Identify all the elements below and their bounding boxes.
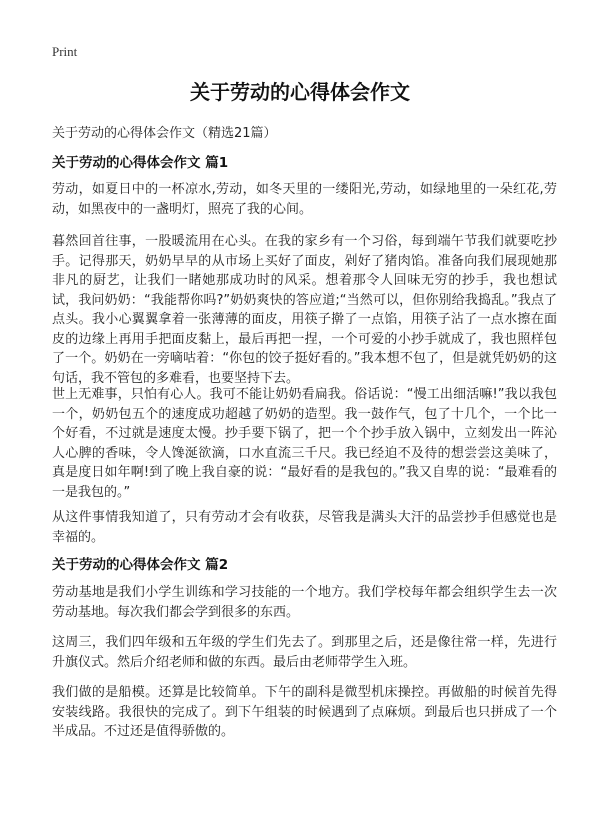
- document-subtitle: 关于劳动的心得体会作文（精选21篇）: [52, 126, 277, 141]
- section-heading-1: 关于劳动的心得体会作文 篇1: [52, 155, 229, 171]
- print-link[interactable]: Print: [52, 44, 78, 59]
- paragraph-1-3: 世上无难事，只怕有心人。我可不能让奶奶看扁我。俗话说：“慢工出细活嘛!”我以我包一个，奶奶包五个的速度成功超越了奶奶的造型。我一鼓作气，包了十几个，一个比一个好看，不过就是速度太慢。抄手要下锅了，把一个个抄手放入锅中，立刻发出一阵沁人心脾的香味，令人馋涎欲滴，口水直流三千尺。我已经迫不及待的想尝尝这美味了，真是度日如年啊!到了晚上我自豪的说：“最好看的是我包的。”我又自卑的说：“最难看的一是我包的。”: [52, 387, 557, 500]
- section-heading-2: 关于劳动的心得体会作文 篇2: [52, 557, 229, 573]
- paragraph-1-1: 劳动，如夏日中的一杯凉水,劳动，如冬天里的一缕阳光,劳动，如绿地里的一朵红花,劳动，如黑夜中的一盏明灯，照亮了我的心间。: [52, 182, 557, 217]
- page-title: 关于劳动的心得体会作文: [190, 80, 410, 104]
- paragraph-2-2: 这周三，我们四年级和五年级的学生们先去了。到那里之后，还是像往常一样，先进行升旗仪式。然后介绍老师和做的东西。最后由老师带学生入班。: [52, 635, 557, 670]
- paragraph-1-4: 从这件事情我知道了，只有劳动才会有收获，尽管我是满头大汗的品尝抄手但感觉也是幸福的。: [52, 510, 557, 545]
- paragraph-1-2: 暮然回首往事，一股暖流用在心头。在我的家乡有一个习俗，每到端午节我们就要吃抄手。记得那天，奶奶早早的从市场上买好了面皮，剁好了猪肉馅。准备向我们展现她那非凡的厨艺，让我们一睹她那成功时的风采。想着那令人回味无穷的抄手，我也想试试，我问奶奶：“我能帮你吗?”奶奶爽快的答应道;“当然可以，但你别给我捣乱。”我点了点头。我小心翼翼拿着一张薄薄的面皮，用筷子擀了一点馅，用筷子沾了一点水擦在面皮的边缘上再用手把面皮黏上，最后再把一捏，一个可爱的小抄手就成了，我也照样包了一个。奶奶在一旁嘀咕着：“你包的饺子挺好看的。”我本想不包了，但是就凭奶奶的这句话，我不管包的多难看，也要坚持下去。: [52, 234, 557, 386]
- paragraph-2-3: 我们做的是船模。还算是比较简单。下午的副科是微型机床操控。再做船的时候首先得安装线路。我很快的完成了。到下午组装的时候遇到了点麻烦。到最后也只拼成了一个半成品。不过还是值得骄傲的。: [52, 685, 557, 739]
- paragraph-2-1: 劳动基地是我们小学生训练和学习技能的一个地方。我们学校每年都会组织学生去一次劳动基地。每次我们都会学到很多的东西。: [52, 585, 557, 620]
